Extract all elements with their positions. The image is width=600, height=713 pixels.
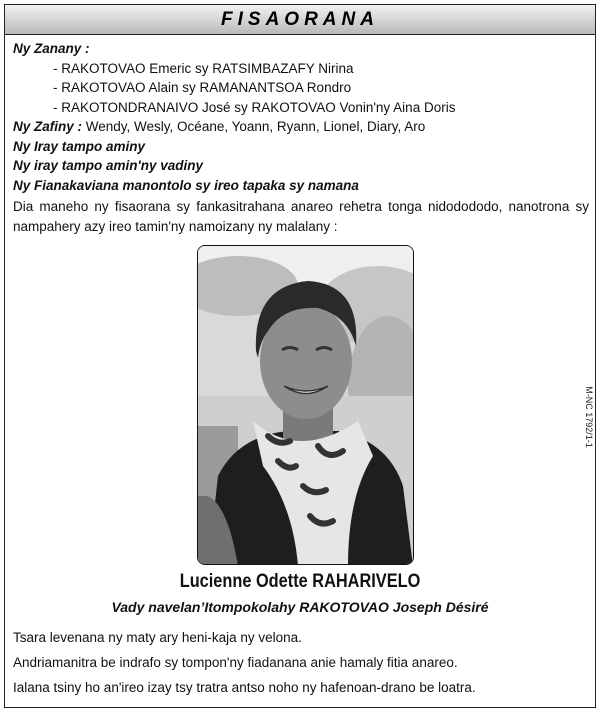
notice-title: FISAORANA	[221, 8, 379, 30]
grandchildren-line	[13, 117, 589, 137]
family-line: Ny Iray tampo aminy	[13, 138, 146, 154]
child-line: - RAKOTOVAO Emeric sy RATSIMBAZAFY Nirina	[53, 60, 354, 76]
notice-frame	[4, 4, 596, 708]
closing-line: Andriamanitra be indrafo sy tompon'ny fiadanana anie hamaly fitia anareo.	[13, 655, 458, 670]
grandchildren-names: Wendy, Wesly, Océane, Yoann, Ryann, Lionel, Diary, Aro	[85, 119, 426, 134]
grandchildren-label: Ny Zafiny :	[13, 119, 83, 134]
closing-section	[13, 625, 589, 700]
intro-paragraph: Dia maneho ny fisaorana sy fankasitrahana anareo rehetra tonga nidodododo, nanotrona sy nampahery azy ireo tamin'ny namoizany ny malalany :	[13, 199, 589, 234]
children-label: Ny Zanany :	[13, 41, 90, 56]
child-line: - RAKOTOVAO Alain sy RAMANANTSOA Rondro	[53, 80, 352, 95]
closing-line: Ialana tsiny ho an'ireo izay tsy tratra antso noho ny hafenoan-drano be loatra.	[13, 680, 476, 695]
deceased-subtitle: Vady navelan’Itompokolahy RAKOTOVAO Joseph Désiré	[111, 599, 489, 615]
family-line: Ny Fianakaviana manontolo sy ireo tapaka sy namana	[13, 177, 359, 193]
child-line: - RAKOTONDRANAIVO José sy RAKOTOVAO Vonin'ny Aina Doris	[53, 99, 456, 115]
family-line: Ny iray tampo amin'ny vadiny	[13, 158, 204, 173]
deceased-name: Lucienne Odette RAHARIVELO	[179, 571, 421, 592]
ad-reference-code: M-NC 1792/1-1	[584, 386, 594, 448]
portrait-photo	[197, 245, 414, 565]
family-section	[13, 39, 589, 236]
closing-line: Tsara levenana ny maty ary heni-kaja ny velona.	[13, 630, 302, 645]
header-banner	[5, 5, 595, 35]
